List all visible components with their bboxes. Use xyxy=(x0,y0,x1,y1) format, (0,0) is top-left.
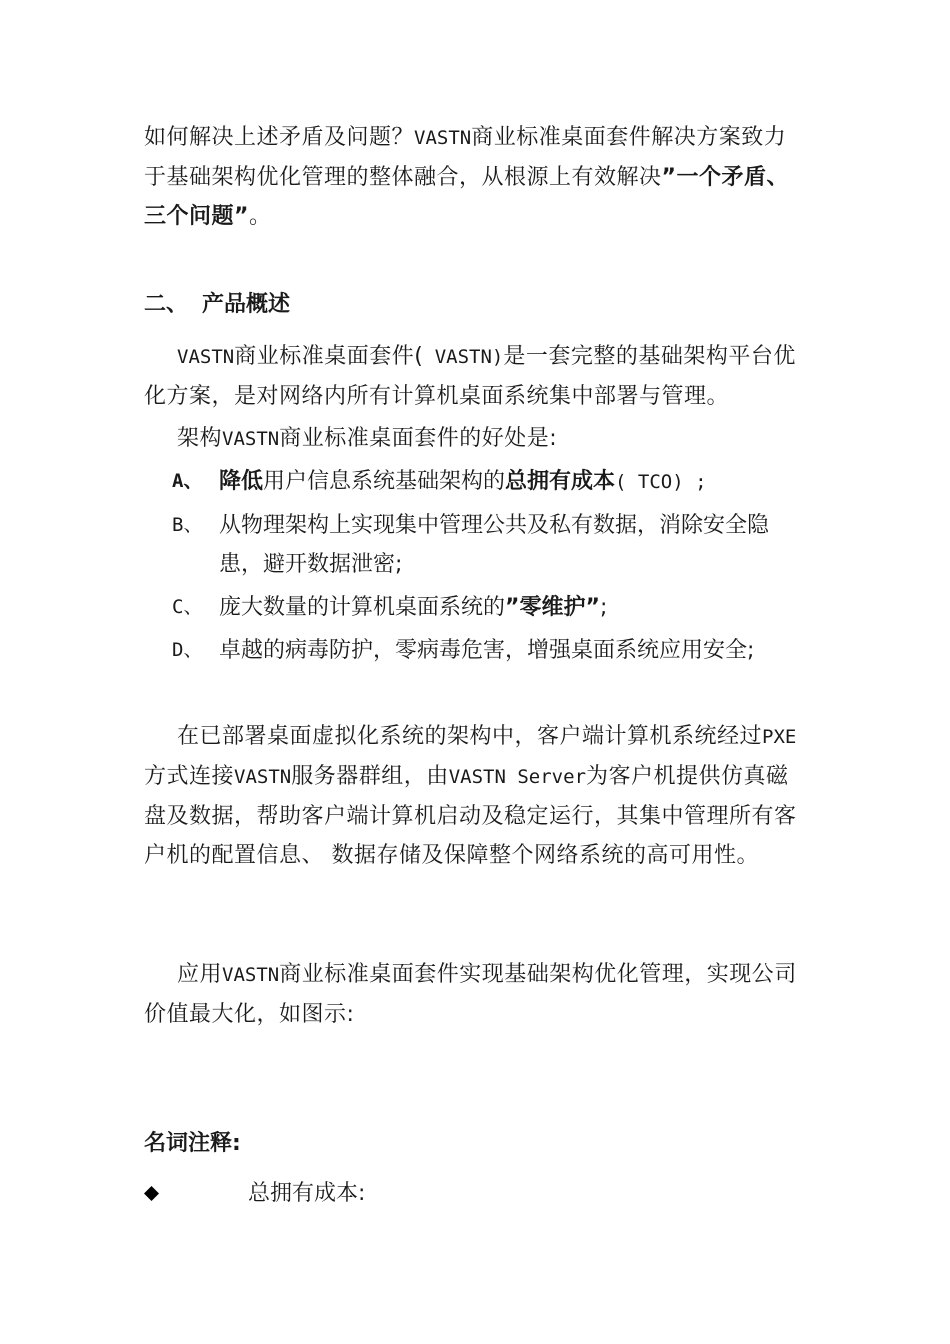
list-marker: B、 xyxy=(172,514,203,536)
benefit-a-tco: ( TCO) ; xyxy=(615,471,707,493)
benefits-intro-text-1: 架构 xyxy=(177,426,223,451)
application-paragraph xyxy=(144,955,804,1034)
glossary-term: 总拥有成本: xyxy=(248,1181,366,1206)
intro-brand: VASTN xyxy=(414,127,472,149)
intro-text-1: 如何解决上述矛盾及问题？ xyxy=(144,125,415,150)
application-brand: VASTN xyxy=(222,964,280,986)
benefit-c-text: 庞大数量的计算机桌面系统的 xyxy=(219,595,506,620)
architecture-brand: VASTN xyxy=(234,766,292,788)
benefit-a-bold-2: 总拥有成本 xyxy=(505,469,616,494)
benefits-intro xyxy=(144,419,804,459)
list-marker: A、 xyxy=(172,470,203,492)
architecture-pxe: PXE xyxy=(762,726,797,748)
benefits-intro-brand: VASTN xyxy=(222,428,280,450)
benefit-d-text: 卓越的病毒防护，零病毒危害，增强桌面系统应用安全; xyxy=(219,638,755,663)
section-heading xyxy=(144,285,290,324)
list-marker: C、 xyxy=(172,596,203,618)
benefit-a-bold-1: 降低 xyxy=(219,469,264,494)
architecture-text-2: 方式连接 xyxy=(144,764,235,789)
benefit-c-end: ; xyxy=(599,595,608,620)
section-number: 二、 xyxy=(144,292,189,317)
architecture-text-4: 为客户机提供仿真磁盘及数据，帮助客户端计算机启动及稳定运行，其集中管理所有客户机的配置信息、 数据存储及保障整个网络系统的高可用性。 xyxy=(144,764,797,868)
overview-text-2: 是一套完整的基础架构平台优化方案，是对网络内所有计算机桌面系统集中部署与管理。 xyxy=(144,344,796,409)
application-text-2: 商业标准桌面套件实现基础架构优化管理，实现公司价值最大化，如图示: xyxy=(144,962,797,1027)
architecture-server: VASTN Server xyxy=(448,766,587,788)
overview-paragraph xyxy=(144,337,804,416)
list-marker: D、 xyxy=(172,639,203,661)
overview-brand-paren: VASTN) xyxy=(423,346,504,368)
architecture-paragraph xyxy=(144,717,804,875)
benefits-intro-text-2: 商业标准桌面套件的好处是: xyxy=(279,426,558,451)
intro-end: 。 xyxy=(248,204,272,229)
intro-emphasis: ”一个矛盾、 三个问题” xyxy=(144,165,789,229)
benefit-c-bold: ”零维护” xyxy=(505,595,600,620)
overview-text-1: 商业标准桌面套件( xyxy=(234,344,424,369)
section-title: 产品概述 xyxy=(202,292,291,317)
list-item xyxy=(172,588,812,627)
diamond-bullet-icon xyxy=(144,1186,159,1201)
intro-paragraph xyxy=(144,118,804,236)
list-item xyxy=(172,506,812,584)
intro-text-2: 商业标准桌面套件解决方案致力于基础架构优化管理的整体融合，从根源上有效解决 xyxy=(144,125,787,190)
overview-brand: VASTN xyxy=(177,346,235,368)
architecture-text-1: 在已部署桌面虚拟化系统的架构中，客户端计算机系统经过 xyxy=(177,724,763,749)
benefit-b-text: 从物理架构上实现集中管理公共及私有数据，消除安全隐患，避开数据泄密; xyxy=(219,513,770,577)
architecture-text-3: 服务器群组，由 xyxy=(291,764,449,789)
application-text-1: 应用 xyxy=(177,962,223,987)
list-item xyxy=(172,462,812,502)
benefits-list xyxy=(172,462,812,670)
glossary-title: 名词注释: xyxy=(144,1131,241,1156)
list-item xyxy=(172,631,812,670)
benefit-a-text: 用户信息系统基础架构的 xyxy=(263,469,506,494)
